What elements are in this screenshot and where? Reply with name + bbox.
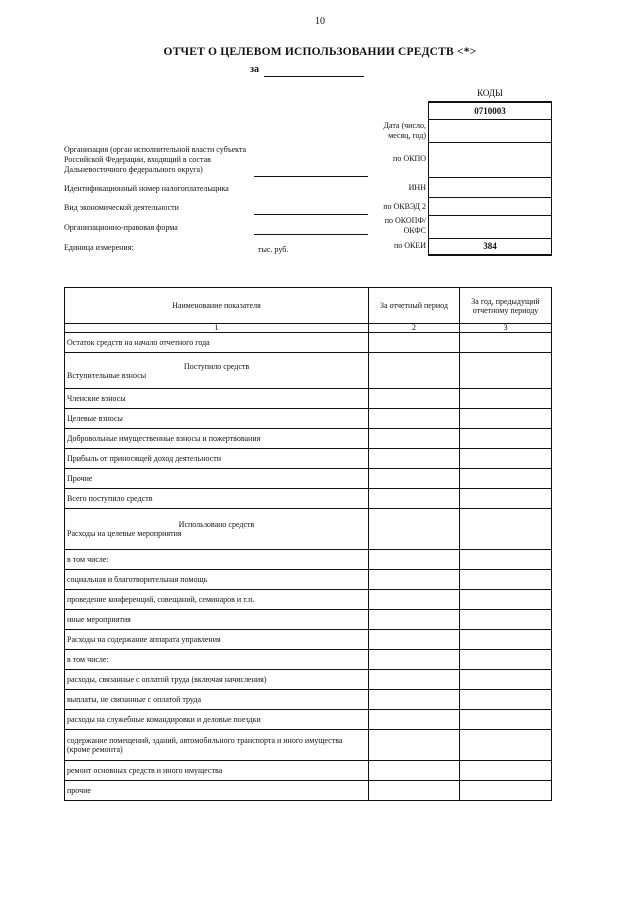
row-label: Добровольные имущественные взносы и пожертвования [67, 434, 261, 443]
row-label: Расходы на содержание аппарата управления [67, 635, 221, 644]
legal-form-field[interactable] [254, 234, 368, 235]
section-heading: Использовано средств [178, 520, 255, 529]
previous-period-cell[interactable] [460, 409, 552, 429]
label-okpo: по ОКПО [393, 154, 426, 163]
current-period-cell[interactable] [369, 781, 460, 801]
previous-period-cell[interactable] [460, 630, 552, 650]
row-label: выплаты, не связанные с оплатой труда [67, 695, 202, 704]
row-label-cell [65, 761, 369, 781]
section-heading: Поступило средств [183, 361, 250, 371]
previous-period-cell[interactable] [460, 509, 552, 550]
column-numbers-row [65, 324, 552, 333]
current-period-cell[interactable] [369, 761, 460, 781]
row-label-cell [65, 389, 369, 409]
organization-field[interactable] [254, 176, 368, 177]
previous-period-cell[interactable] [460, 389, 552, 409]
current-period-cell[interactable] [369, 670, 460, 690]
report-title: ОТЧЕТ О ЦЕЛЕВОМ ИСПОЛЬЗОВАНИИ СРЕДСТВ <*> [163, 46, 477, 58]
code-date[interactable] [429, 120, 551, 143]
row-label-cell [65, 610, 369, 630]
form-code: 0710003 [429, 103, 551, 120]
code-okpo[interactable] [429, 143, 551, 178]
table-row [65, 630, 552, 650]
previous-period-cell[interactable] [460, 333, 552, 353]
table-row [65, 429, 552, 449]
current-period-cell[interactable] [369, 429, 460, 449]
row-label: Всего поступило средств [67, 494, 153, 503]
table-row [65, 761, 552, 781]
previous-period-cell[interactable] [460, 489, 552, 509]
table-row [65, 353, 552, 389]
table-row [65, 449, 552, 469]
codes-box [428, 101, 552, 256]
row-label: Остаток средств на начало отчетного года [67, 338, 210, 347]
row-label: Членские взносы [67, 394, 126, 403]
table-row [65, 550, 552, 570]
label-inn-full: Идентификационный номер налогоплательщика [64, 184, 229, 193]
previous-period-cell[interactable] [460, 761, 552, 781]
row-label-cell [65, 670, 369, 690]
row-label-cell [65, 650, 369, 670]
label-inn: ИНН [408, 183, 426, 192]
current-period-cell[interactable] [369, 730, 460, 761]
current-period-cell[interactable] [369, 630, 460, 650]
previous-period-cell[interactable] [460, 429, 552, 449]
previous-period-cell[interactable] [460, 353, 552, 389]
colnum-2: 2 [369, 324, 460, 333]
codes-header: КОДЫ [477, 88, 503, 98]
row-label-cell [65, 570, 369, 590]
row-label: в том числе: [67, 555, 109, 564]
code-okopf[interactable] [429, 216, 551, 239]
row-label: Прочие [67, 474, 93, 483]
header-indicator: Наименование показателя [65, 288, 369, 324]
previous-period-cell[interactable] [460, 710, 552, 730]
row-label-cell [65, 353, 369, 389]
row-label-cell [65, 781, 369, 801]
row-label-cell [65, 333, 369, 353]
table-row [65, 590, 552, 610]
colnum-1: 1 [65, 324, 369, 333]
period-field[interactable] [264, 76, 364, 77]
table-row [65, 670, 552, 690]
label-unit: Единица измерения: [64, 243, 134, 252]
table-row [65, 730, 552, 761]
row-label: ремонт основных средств и иного имущества [67, 766, 223, 775]
table-row [65, 690, 552, 710]
colnum-3: 3 [460, 324, 552, 333]
activity-field[interactable] [254, 214, 368, 215]
label-okei: по ОКЕИ [393, 241, 426, 250]
table-row [65, 570, 552, 590]
code-okei: 384 [483, 241, 497, 251]
table-row [65, 710, 552, 730]
current-period-cell[interactable] [369, 449, 460, 469]
label-organization: Организация (орган исполнительной власти субъекта Российской Федерации, входящий в состав Дальневосточного федерального округа) [64, 145, 247, 174]
table-row [65, 409, 552, 429]
current-period-cell[interactable] [369, 333, 460, 353]
row-label: социальная и благотворительная помощь [67, 575, 208, 584]
current-period-cell[interactable] [369, 550, 460, 570]
previous-period-cell[interactable] [460, 469, 552, 489]
table-row [65, 650, 552, 670]
row-label: прочие [67, 786, 91, 795]
table-row [65, 333, 552, 353]
current-period-cell[interactable] [369, 389, 460, 409]
page-number: 10 [315, 16, 325, 27]
row-label-cell [65, 409, 369, 429]
label-legal-form: Организационно-правовая форма [64, 223, 178, 232]
row-label: Расходы на целевые мероприятия [67, 529, 182, 538]
current-period-cell[interactable] [369, 690, 460, 710]
row-label: Целевые взносы [67, 414, 123, 423]
table-row [65, 610, 552, 630]
previous-period-cell[interactable] [460, 690, 552, 710]
previous-period-cell[interactable] [460, 781, 552, 801]
code-inn[interactable] [429, 178, 551, 198]
current-period-cell[interactable] [369, 710, 460, 730]
current-period-cell[interactable] [369, 650, 460, 670]
row-label-cell [65, 509, 369, 550]
table-row [65, 489, 552, 509]
row-label: содержание помещений, зданий, автомобильного транспорта и иного имущества (кроме ремонта) [67, 736, 343, 754]
current-period-cell[interactable] [369, 469, 460, 489]
previous-period-cell[interactable] [460, 610, 552, 630]
row-label-cell [65, 630, 369, 650]
previous-period-cell[interactable] [460, 650, 552, 670]
row-label-cell [65, 489, 369, 509]
code-okved[interactable] [429, 198, 551, 216]
row-label: Вступительные взносы [67, 370, 147, 380]
row-label: расходы, связанные с оплатой труда (включая начисления) [67, 675, 267, 684]
current-period-cell[interactable] [369, 570, 460, 590]
row-label-cell [65, 449, 369, 469]
table-row [65, 509, 552, 550]
table-row [65, 469, 552, 489]
row-label-cell [65, 590, 369, 610]
table-row [65, 389, 552, 409]
row-label-cell [65, 429, 369, 449]
row-label-cell [65, 730, 369, 761]
previous-period-cell[interactable] [460, 590, 552, 610]
previous-period-cell[interactable] [460, 550, 552, 570]
row-label: проведение конференций, совещаний, семинаров и т.п. [67, 595, 255, 604]
current-period-cell[interactable] [369, 509, 460, 550]
previous-period-cell[interactable] [460, 730, 552, 761]
current-period-cell[interactable] [369, 409, 460, 429]
table-row [65, 781, 552, 801]
period-prefix: за [250, 64, 260, 75]
label-okved: по ОКВЭД 2 [383, 202, 426, 211]
row-label: Прибыль от приносящей доход деятельности [67, 454, 222, 463]
row-label-cell [65, 690, 369, 710]
previous-period-cell[interactable] [460, 570, 552, 590]
row-label: расходы на служебные командировки и деловые поездки [67, 715, 261, 724]
row-label: в том числе: [67, 655, 109, 664]
previous-period-cell[interactable] [460, 449, 552, 469]
row-label-cell [65, 710, 369, 730]
header-previous-period: За год, предыдущий отчетному периоду [460, 288, 552, 324]
report-table [64, 287, 552, 801]
row-label-cell [65, 469, 369, 489]
current-period-cell[interactable] [369, 489, 460, 509]
label-date: Дата (число, месяц, год) [383, 121, 426, 140]
previous-period-cell[interactable] [460, 670, 552, 690]
header-current-period: За отчетный период [369, 288, 460, 324]
row-label: иные мероприятия [67, 615, 131, 624]
row-label-cell [65, 550, 369, 570]
label-activity: Вид экономической деятельности [64, 203, 179, 212]
table-header-row [65, 288, 552, 324]
current-period-cell[interactable] [369, 590, 460, 610]
current-period-cell[interactable] [369, 353, 460, 389]
current-period-cell[interactable] [369, 610, 460, 630]
unit-value: тыс. руб. [258, 245, 289, 254]
label-okopf: по ОКОПФ/ ОКФС [384, 216, 426, 235]
